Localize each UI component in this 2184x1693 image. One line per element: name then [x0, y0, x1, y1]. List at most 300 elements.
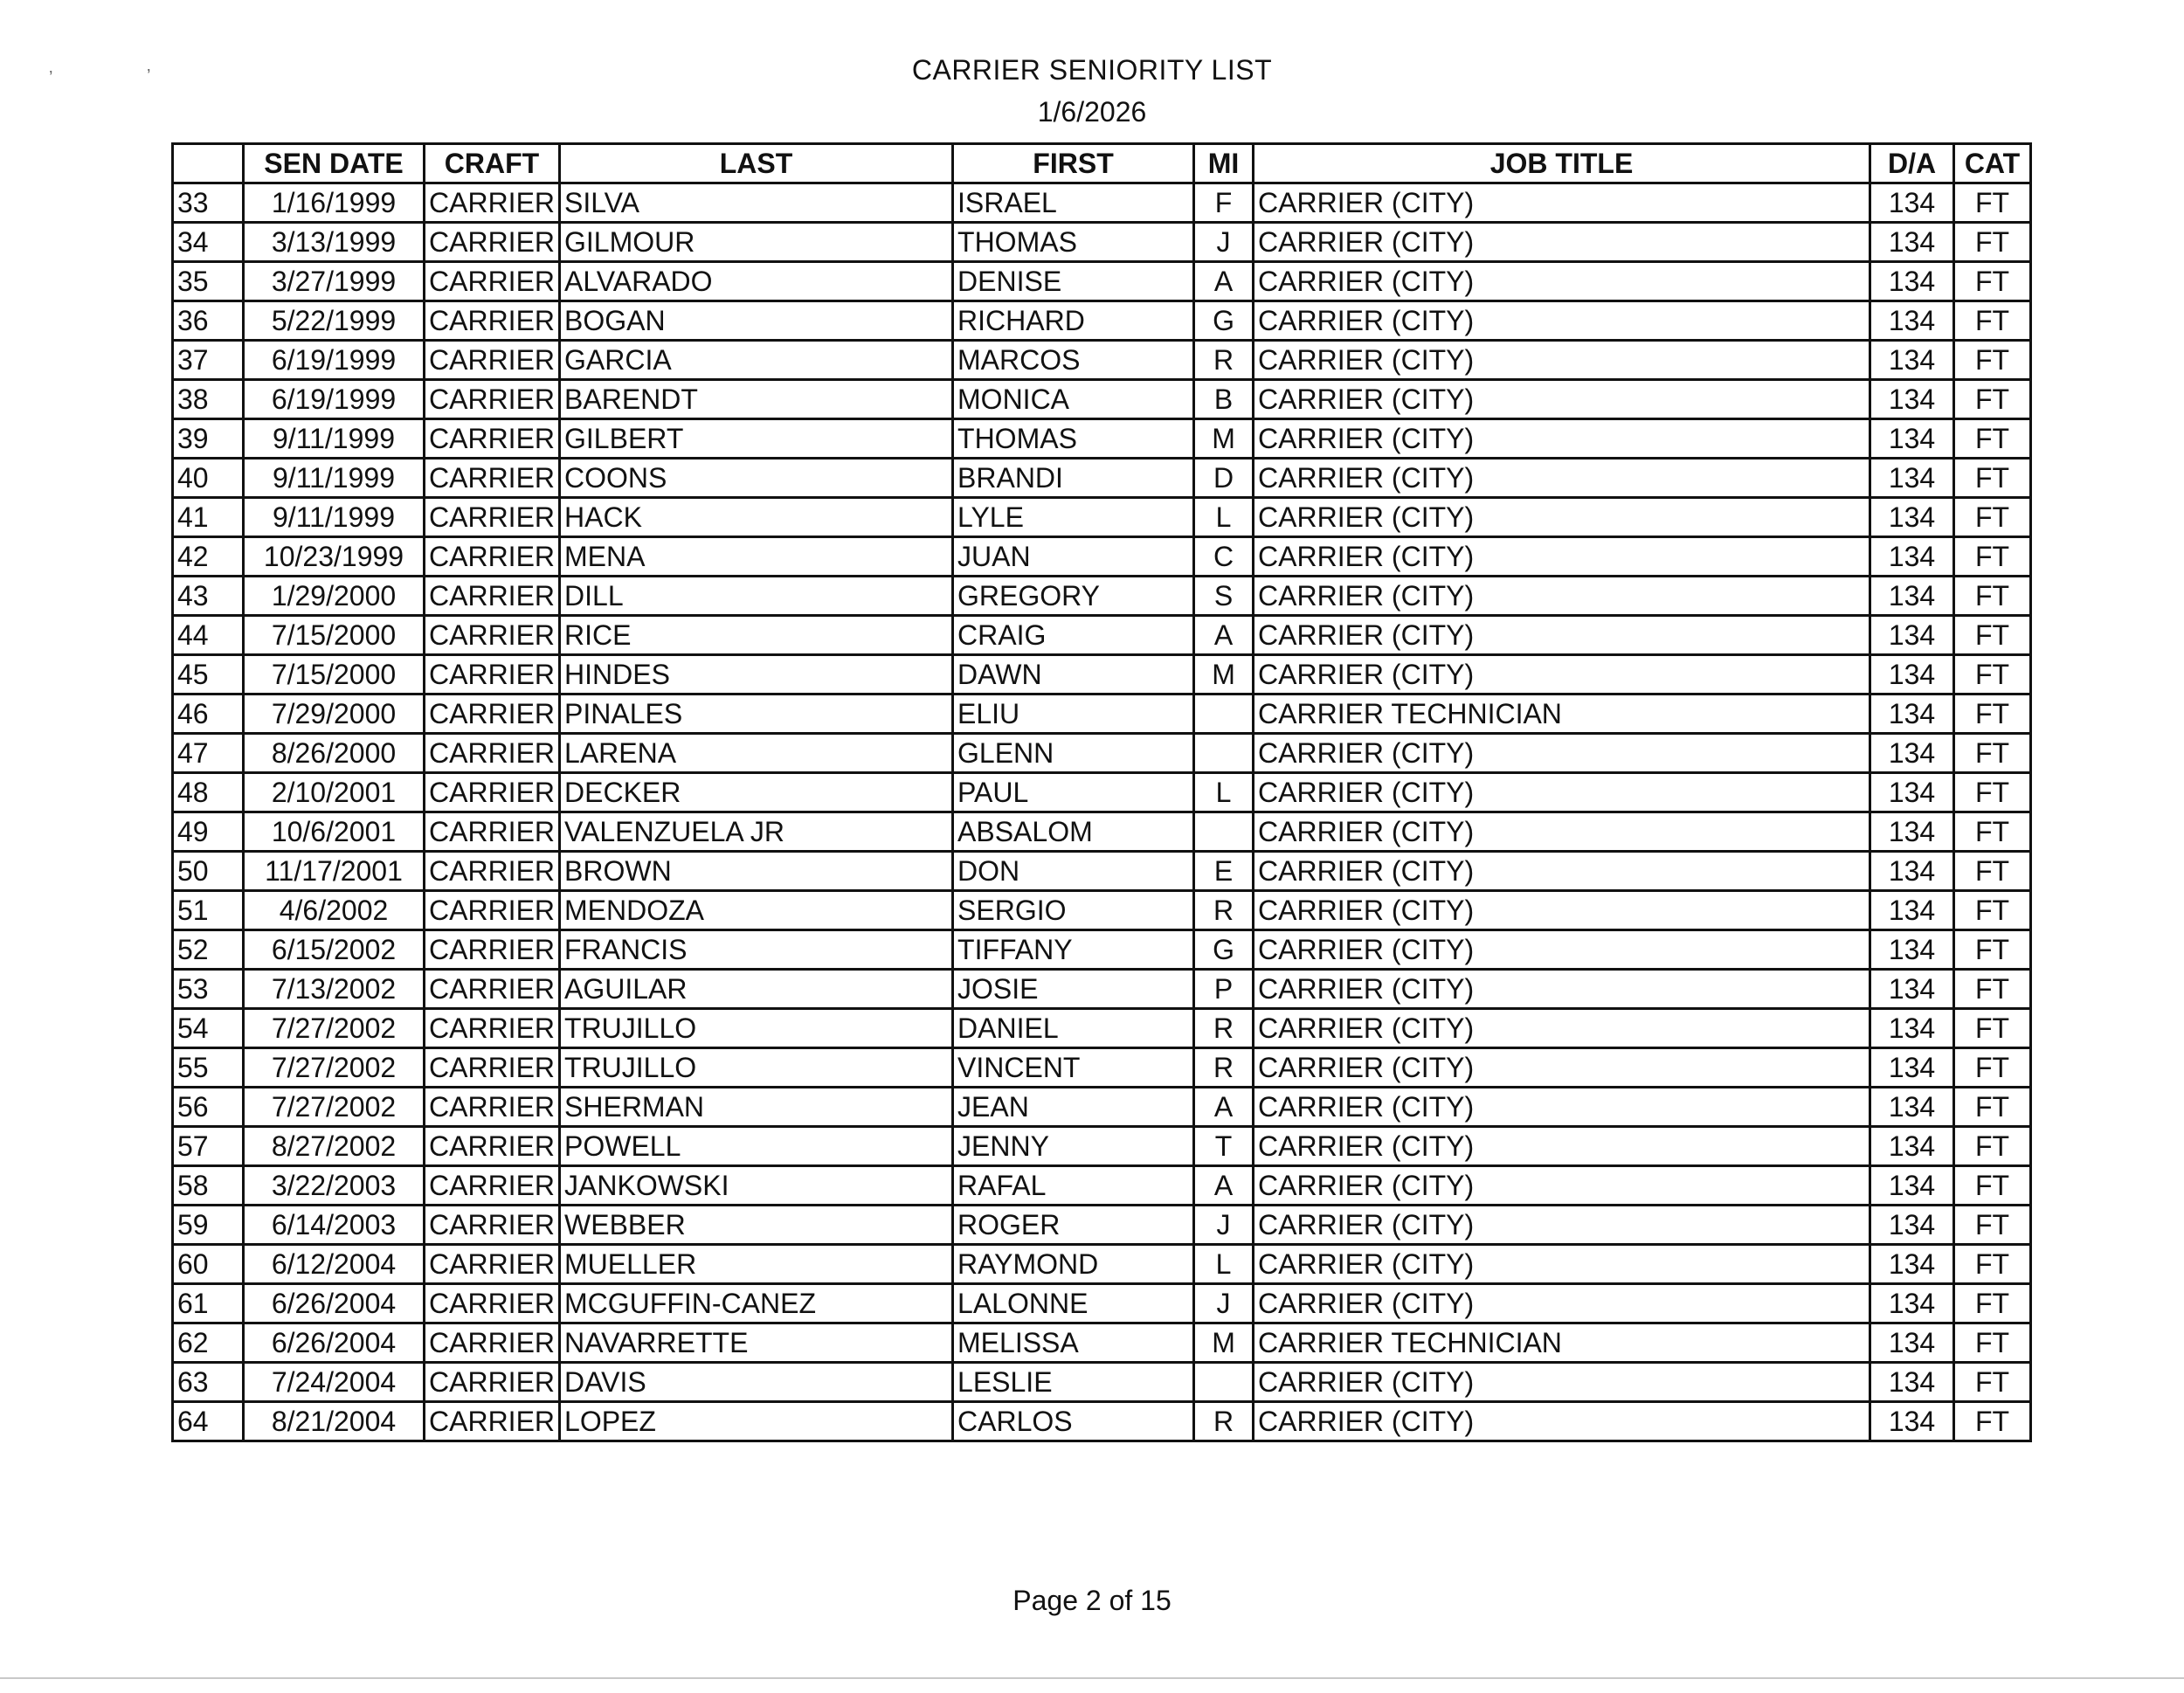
cell-index: 34 — [173, 223, 244, 262]
cell-da: 134 — [1870, 1206, 1954, 1245]
cell-last: DILL — [560, 577, 953, 616]
cell-craft: CARRIER — [425, 773, 560, 812]
cell-craft: CARRIER — [425, 655, 560, 694]
cell-sen-date: 9/11/1999 — [244, 459, 425, 498]
cell-mi: M — [1194, 419, 1254, 459]
cell-craft: CARRIER — [425, 341, 560, 380]
cell-mi: A — [1194, 262, 1254, 301]
cell-last: PINALES — [560, 694, 953, 734]
cell-cat: FT — [1954, 301, 2031, 341]
cell-cat: FT — [1954, 262, 2031, 301]
cell-cat: FT — [1954, 852, 2031, 891]
cell-last: HINDES — [560, 655, 953, 694]
cell-da: 134 — [1870, 1009, 1954, 1048]
cell-da: 134 — [1870, 812, 1954, 852]
cell-first: RICHARD — [953, 301, 1194, 341]
cell-da: 134 — [1870, 1245, 1954, 1284]
cell-craft: CARRIER — [425, 930, 560, 970]
cell-first: DENISE — [953, 262, 1194, 301]
cell-craft: CARRIER — [425, 577, 560, 616]
table-row — [173, 341, 2031, 380]
table-header-row — [173, 144, 2031, 183]
cell-last: BARENDT — [560, 380, 953, 419]
cell-first: TIFFANY — [953, 930, 1194, 970]
cell-first: DAWN — [953, 655, 1194, 694]
cell-last: MUELLER — [560, 1245, 953, 1284]
cell-mi: L — [1194, 773, 1254, 812]
cell-index: 39 — [173, 419, 244, 459]
cell-first: JENNY — [953, 1127, 1194, 1166]
cell-sen-date: 1/29/2000 — [244, 577, 425, 616]
cell-first: PAUL — [953, 773, 1194, 812]
table-row — [173, 1284, 2031, 1323]
cell-da: 134 — [1870, 1127, 1954, 1166]
cell-job-title: CARRIER (CITY) — [1254, 1166, 1870, 1206]
cell-sen-date: 1/16/1999 — [244, 183, 425, 223]
cell-job-title: CARRIER (CITY) — [1254, 655, 1870, 694]
cell-index: 60 — [173, 1245, 244, 1284]
cell-sen-date: 6/15/2002 — [244, 930, 425, 970]
cell-cat: FT — [1954, 1323, 2031, 1363]
cell-sen-date: 7/15/2000 — [244, 655, 425, 694]
header-job-title: JOB TITLE — [1254, 144, 1870, 183]
cell-first: ELIU — [953, 694, 1194, 734]
cell-sen-date: 8/21/2004 — [244, 1402, 425, 1441]
cell-cat: FT — [1954, 970, 2031, 1009]
cell-last: LOPEZ — [560, 1402, 953, 1441]
header-last: LAST — [560, 144, 953, 183]
cell-job-title: CARRIER (CITY) — [1254, 419, 1870, 459]
cell-last: BROWN — [560, 852, 953, 891]
table-row — [173, 1088, 2031, 1127]
cell-last: GILBERT — [560, 419, 953, 459]
table-row — [173, 1166, 2031, 1206]
cell-sen-date: 6/19/1999 — [244, 380, 425, 419]
cell-index: 55 — [173, 1048, 244, 1088]
table-row — [173, 930, 2031, 970]
cell-index: 53 — [173, 970, 244, 1009]
cell-index: 40 — [173, 459, 244, 498]
cell-index: 45 — [173, 655, 244, 694]
cell-craft: CARRIER — [425, 301, 560, 341]
cell-index: 35 — [173, 262, 244, 301]
document-date: 1/6/2026 — [1037, 96, 1147, 128]
cell-index: 54 — [173, 1009, 244, 1048]
cell-sen-date: 7/27/2002 — [244, 1048, 425, 1088]
cell-mi — [1194, 694, 1254, 734]
cell-job-title: CARRIER (CITY) — [1254, 459, 1870, 498]
table-row — [173, 459, 2031, 498]
cell-first: MELISSA — [953, 1323, 1194, 1363]
cell-da: 134 — [1870, 459, 1954, 498]
cell-first: JUAN — [953, 537, 1194, 577]
cell-mi — [1194, 1363, 1254, 1402]
table-row — [173, 1048, 2031, 1088]
cell-mi: J — [1194, 223, 1254, 262]
cell-index: 49 — [173, 812, 244, 852]
cell-cat: FT — [1954, 1127, 2031, 1166]
cell-first: ROGER — [953, 1206, 1194, 1245]
cell-job-title: CARRIER (CITY) — [1254, 262, 1870, 301]
cell-index: 57 — [173, 1127, 244, 1166]
cell-last: FRANCIS — [560, 930, 953, 970]
cell-job-title: CARRIER (CITY) — [1254, 1363, 1870, 1402]
cell-mi: S — [1194, 577, 1254, 616]
cell-mi: J — [1194, 1206, 1254, 1245]
cell-mi — [1194, 812, 1254, 852]
cell-cat: FT — [1954, 812, 2031, 852]
cell-first: BRANDI — [953, 459, 1194, 498]
cell-last: TRUJILLO — [560, 1009, 953, 1048]
cell-mi: L — [1194, 1245, 1254, 1284]
cell-craft: CARRIER — [425, 852, 560, 891]
table-row — [173, 812, 2031, 852]
cell-last: VALENZUELA JR — [560, 812, 953, 852]
cell-sen-date: 6/19/1999 — [244, 341, 425, 380]
table-row — [173, 223, 2031, 262]
cell-da: 134 — [1870, 380, 1954, 419]
cell-craft: CARRIER — [425, 537, 560, 577]
table-row — [173, 734, 2031, 773]
cell-craft: CARRIER — [425, 1088, 560, 1127]
cell-cat: FT — [1954, 223, 2031, 262]
cell-last: DECKER — [560, 773, 953, 812]
cell-cat: FT — [1954, 734, 2031, 773]
cell-sen-date: 6/12/2004 — [244, 1245, 425, 1284]
cell-mi: G — [1194, 301, 1254, 341]
cell-job-title: CARRIER (CITY) — [1254, 341, 1870, 380]
header-sen-date: SEN DATE — [244, 144, 425, 183]
table-row — [173, 616, 2031, 655]
table-row — [173, 773, 2031, 812]
cell-index: 48 — [173, 773, 244, 812]
cell-craft: CARRIER — [425, 1048, 560, 1088]
cell-craft: CARRIER — [425, 616, 560, 655]
cell-craft: CARRIER — [425, 419, 560, 459]
cell-mi: G — [1194, 930, 1254, 970]
cell-first: CRAIG — [953, 616, 1194, 655]
cell-mi: L — [1194, 498, 1254, 537]
cell-index: 61 — [173, 1284, 244, 1323]
cell-last: JANKOWSKI — [560, 1166, 953, 1206]
scan-speck: ’ — [147, 66, 151, 86]
cell-first: GLENN — [953, 734, 1194, 773]
cell-job-title: CARRIER (CITY) — [1254, 1048, 1870, 1088]
cell-mi: A — [1194, 1166, 1254, 1206]
cell-da: 134 — [1870, 1284, 1954, 1323]
cell-index: 43 — [173, 577, 244, 616]
cell-mi — [1194, 734, 1254, 773]
cell-last: AGUILAR — [560, 970, 953, 1009]
cell-first: GREGORY — [953, 577, 1194, 616]
table-body — [173, 183, 2031, 1441]
cell-first: MONICA — [953, 380, 1194, 419]
cell-last: RICE — [560, 616, 953, 655]
cell-cat: FT — [1954, 1048, 2031, 1088]
cell-job-title: CARRIER (CITY) — [1254, 1009, 1870, 1048]
cell-cat: FT — [1954, 1009, 2031, 1048]
cell-job-title: CARRIER (CITY) — [1254, 1245, 1870, 1284]
cell-last: WEBBER — [560, 1206, 953, 1245]
cell-index: 58 — [173, 1166, 244, 1206]
cell-cat: FT — [1954, 498, 2031, 537]
cell-index: 59 — [173, 1206, 244, 1245]
cell-da: 134 — [1870, 930, 1954, 970]
cell-craft: CARRIER — [425, 734, 560, 773]
table-row — [173, 419, 2031, 459]
cell-craft: CARRIER — [425, 1323, 560, 1363]
table-row — [173, 852, 2031, 891]
cell-job-title: CARRIER (CITY) — [1254, 1402, 1870, 1441]
cell-last: HACK — [560, 498, 953, 537]
header-cat: CAT — [1954, 144, 2031, 183]
cell-cat: FT — [1954, 1088, 2031, 1127]
cell-last: MCGUFFIN-CANEZ — [560, 1284, 953, 1323]
cell-cat: FT — [1954, 1245, 2031, 1284]
cell-first: DON — [953, 852, 1194, 891]
cell-job-title: CARRIER (CITY) — [1254, 498, 1870, 537]
cell-cat: FT — [1954, 694, 2031, 734]
cell-cat: FT — [1954, 459, 2031, 498]
cell-mi: R — [1194, 1009, 1254, 1048]
cell-job-title: CARRIER (CITY) — [1254, 930, 1870, 970]
cell-sen-date: 8/26/2000 — [244, 734, 425, 773]
cell-da: 134 — [1870, 577, 1954, 616]
cell-da: 134 — [1870, 262, 1954, 301]
cell-da: 134 — [1870, 616, 1954, 655]
cell-craft: CARRIER — [425, 1245, 560, 1284]
cell-first: LESLIE — [953, 1363, 1194, 1402]
cell-da: 134 — [1870, 341, 1954, 380]
cell-craft: CARRIER — [425, 1206, 560, 1245]
cell-index: 52 — [173, 930, 244, 970]
cell-index: 41 — [173, 498, 244, 537]
cell-sen-date: 7/27/2002 — [244, 1088, 425, 1127]
header-index — [173, 144, 244, 183]
cell-cat: FT — [1954, 1363, 2031, 1402]
cell-mi: B — [1194, 380, 1254, 419]
cell-sen-date: 3/13/1999 — [244, 223, 425, 262]
cell-first: SERGIO — [953, 891, 1194, 930]
cell-da: 134 — [1870, 223, 1954, 262]
cell-job-title: CARRIER (CITY) — [1254, 537, 1870, 577]
header-craft: CRAFT — [425, 144, 560, 183]
cell-da: 134 — [1870, 1048, 1954, 1088]
cell-mi: D — [1194, 459, 1254, 498]
cell-mi: A — [1194, 616, 1254, 655]
cell-mi: C — [1194, 537, 1254, 577]
cell-cat: FT — [1954, 1402, 2031, 1441]
cell-first: CARLOS — [953, 1402, 1194, 1441]
header-first: FIRST — [953, 144, 1194, 183]
cell-index: 36 — [173, 301, 244, 341]
cell-sen-date: 9/11/1999 — [244, 498, 425, 537]
cell-job-title: CARRIER TECHNICIAN — [1254, 1323, 1870, 1363]
cell-first: JOSIE — [953, 970, 1194, 1009]
table-row — [173, 380, 2031, 419]
cell-mi: M — [1194, 655, 1254, 694]
cell-last: TRUJILLO — [560, 1048, 953, 1088]
cell-cat: FT — [1954, 1206, 2031, 1245]
cell-mi: P — [1194, 970, 1254, 1009]
cell-sen-date: 4/6/2002 — [244, 891, 425, 930]
cell-index: 38 — [173, 380, 244, 419]
cell-job-title: CARRIER (CITY) — [1254, 577, 1870, 616]
cell-sen-date: 7/29/2000 — [244, 694, 425, 734]
table-row — [173, 1323, 2031, 1363]
cell-index: 47 — [173, 734, 244, 773]
table-row — [173, 655, 2031, 694]
table-row — [173, 1009, 2031, 1048]
cell-craft: CARRIER — [425, 1363, 560, 1402]
cell-sen-date: 6/26/2004 — [244, 1323, 425, 1363]
cell-da: 134 — [1870, 419, 1954, 459]
cell-cat: FT — [1954, 380, 2031, 419]
cell-mi: R — [1194, 341, 1254, 380]
cell-index: 64 — [173, 1402, 244, 1441]
cell-da: 134 — [1870, 852, 1954, 891]
cell-first: ABSALOM — [953, 812, 1194, 852]
cell-da: 134 — [1870, 1323, 1954, 1363]
table-row — [173, 970, 2031, 1009]
cell-craft: CARRIER — [425, 1127, 560, 1166]
cell-craft: CARRIER — [425, 970, 560, 1009]
table-row — [173, 891, 2031, 930]
cell-job-title: CARRIER (CITY) — [1254, 970, 1870, 1009]
cell-last: LARENA — [560, 734, 953, 773]
cell-job-title: CARRIER (CITY) — [1254, 1127, 1870, 1166]
cell-craft: CARRIER — [425, 498, 560, 537]
cell-first: MARCOS — [953, 341, 1194, 380]
cell-craft: CARRIER — [425, 1284, 560, 1323]
cell-job-title: CARRIER (CITY) — [1254, 812, 1870, 852]
cell-sen-date: 8/27/2002 — [244, 1127, 425, 1166]
cell-last: POWELL — [560, 1127, 953, 1166]
cell-da: 134 — [1870, 1363, 1954, 1402]
table-row — [173, 1127, 2031, 1166]
cell-cat: FT — [1954, 183, 2031, 223]
cell-first: LALONNE — [953, 1284, 1194, 1323]
cell-cat: FT — [1954, 419, 2031, 459]
cell-first: VINCENT — [953, 1048, 1194, 1088]
cell-sen-date: 10/23/1999 — [244, 537, 425, 577]
cell-da: 134 — [1870, 537, 1954, 577]
header-da: D/A — [1870, 144, 1954, 183]
cell-first: ISRAEL — [953, 183, 1194, 223]
cell-mi: T — [1194, 1127, 1254, 1166]
cell-craft: CARRIER — [425, 694, 560, 734]
cell-sen-date: 9/11/1999 — [244, 419, 425, 459]
cell-first: RAFAL — [953, 1166, 1194, 1206]
cell-last: MENA — [560, 537, 953, 577]
cell-index: 44 — [173, 616, 244, 655]
cell-job-title: CARRIER (CITY) — [1254, 1088, 1870, 1127]
cell-mi: R — [1194, 891, 1254, 930]
cell-sen-date: 3/27/1999 — [244, 262, 425, 301]
cell-sen-date: 6/26/2004 — [244, 1284, 425, 1323]
table-row — [173, 262, 2031, 301]
cell-da: 134 — [1870, 183, 1954, 223]
cell-job-title: CARRIER (CITY) — [1254, 223, 1870, 262]
cell-sen-date: 6/14/2003 — [244, 1206, 425, 1245]
cell-craft: CARRIER — [425, 1009, 560, 1048]
cell-index: 42 — [173, 537, 244, 577]
cell-job-title: CARRIER (CITY) — [1254, 616, 1870, 655]
cell-last: DAVIS — [560, 1363, 953, 1402]
cell-da: 134 — [1870, 773, 1954, 812]
cell-sen-date: 7/27/2002 — [244, 1009, 425, 1048]
scan-speck: ’ — [49, 68, 53, 87]
cell-last: MENDOZA — [560, 891, 953, 930]
cell-cat: FT — [1954, 537, 2031, 577]
document-title: CARRIER SENIORITY LIST — [911, 54, 1273, 86]
cell-da: 134 — [1870, 891, 1954, 930]
cell-index: 37 — [173, 341, 244, 380]
cell-sen-date: 11/17/2001 — [244, 852, 425, 891]
cell-cat: FT — [1954, 616, 2031, 655]
cell-craft: CARRIER — [425, 1166, 560, 1206]
cell-job-title: CARRIER (CITY) — [1254, 773, 1870, 812]
cell-da: 134 — [1870, 498, 1954, 537]
cell-first: JEAN — [953, 1088, 1194, 1127]
cell-job-title: CARRIER (CITY) — [1254, 1206, 1870, 1245]
cell-da: 134 — [1870, 1166, 1954, 1206]
cell-last: GARCIA — [560, 341, 953, 380]
table-row — [173, 301, 2031, 341]
table-row — [173, 1363, 2031, 1402]
cell-sen-date: 10/6/2001 — [244, 812, 425, 852]
cell-index: 56 — [173, 1088, 244, 1127]
cell-index: 46 — [173, 694, 244, 734]
table-row — [173, 1206, 2031, 1245]
cell-job-title: CARRIER (CITY) — [1254, 1284, 1870, 1323]
cell-job-title: CARRIER (CITY) — [1254, 891, 1870, 930]
table-row — [173, 1402, 2031, 1441]
cell-sen-date: 7/15/2000 — [244, 616, 425, 655]
table-row — [173, 183, 2031, 223]
cell-index: 50 — [173, 852, 244, 891]
cell-cat: FT — [1954, 891, 2031, 930]
cell-mi: R — [1194, 1048, 1254, 1088]
cell-da: 134 — [1870, 694, 1954, 734]
cell-last: COONS — [560, 459, 953, 498]
table-row — [173, 577, 2031, 616]
cell-first: DANIEL — [953, 1009, 1194, 1048]
cell-sen-date: 3/22/2003 — [244, 1166, 425, 1206]
cell-last: GILMOUR — [560, 223, 953, 262]
table-row — [173, 1245, 2031, 1284]
cell-first: THOMAS — [953, 223, 1194, 262]
table-row — [173, 498, 2031, 537]
cell-job-title: CARRIER (CITY) — [1254, 183, 1870, 223]
cell-da: 134 — [1870, 1088, 1954, 1127]
cell-craft: CARRIER — [425, 459, 560, 498]
cell-cat: FT — [1954, 655, 2031, 694]
cell-mi: M — [1194, 1323, 1254, 1363]
cell-last: NAVARRETTE — [560, 1323, 953, 1363]
cell-first: LYLE — [953, 498, 1194, 537]
cell-index: 51 — [173, 891, 244, 930]
cell-cat: FT — [1954, 341, 2031, 380]
cell-last: SILVA — [560, 183, 953, 223]
cell-da: 134 — [1870, 301, 1954, 341]
cell-da: 134 — [1870, 734, 1954, 773]
cell-craft: CARRIER — [425, 262, 560, 301]
cell-da: 134 — [1870, 1402, 1954, 1441]
table-row — [173, 694, 2031, 734]
cell-job-title: CARRIER (CITY) — [1254, 380, 1870, 419]
cell-craft: CARRIER — [425, 223, 560, 262]
